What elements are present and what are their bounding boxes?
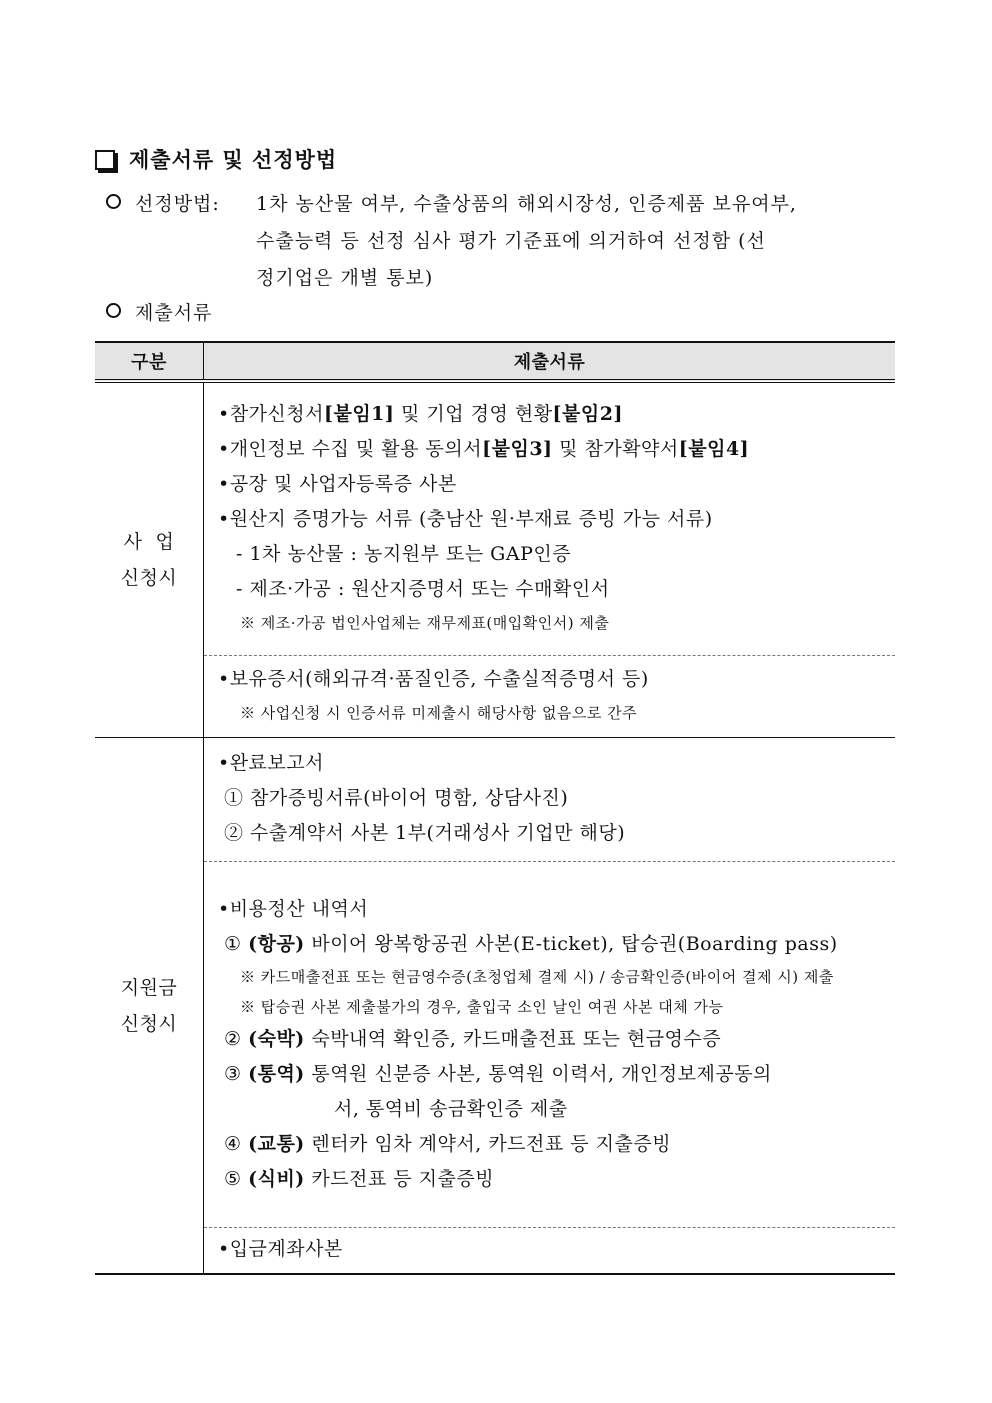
selection-method-label: 선정방법: <box>135 193 220 215</box>
documents-cell <box>204 1228 896 1275</box>
selection-line: 1차 농산물 여부, 수출상품의 해외시장성, 인증제품 보유여부, <box>256 193 797 215</box>
circle-bullet-icon <box>106 194 121 209</box>
documents-cell <box>204 656 896 738</box>
documents-cell <box>204 862 896 1228</box>
doc-note: ※ 카드매출전표 또는 현금영수증(초청업체 결제 시) / 송금확인증(바이어 결제 시) 제출 <box>240 968 834 986</box>
doc-subitem: - 제조·가공 : 원산지증명서 또는 수매확인서 <box>236 578 610 600</box>
selection-line: 수출능력 등 선정 심사 평가 기준표에 의거하여 선정함 (선 <box>256 230 766 252</box>
section-heading <box>95 144 337 174</box>
doc-note: ※ 사업신청 시 인증서류 미제출시 해당사항 없음으로 간주 <box>240 704 638 722</box>
category-label-line: 사 업 <box>123 531 175 553</box>
selection-line: 정기업은 개별 통보) <box>256 267 434 289</box>
documents-table <box>95 341 895 1275</box>
circle-bullet-icon <box>106 303 121 318</box>
documents-cell <box>204 381 896 656</box>
doc-subitem: ⑤ (식비) 카드전표 등 지출증빙 <box>224 1168 495 1190</box>
category-label-line: 지원금 <box>120 976 178 999</box>
selection-method <box>106 186 896 289</box>
doc-item: •보유증서(해외규격·품질인증, 수출실적증명서 등) <box>218 668 649 690</box>
category-label-line: 신청시 <box>120 1012 178 1035</box>
section-heading-text: 제출서류 및 선정방법 <box>129 147 338 172</box>
table-row <box>95 862 895 1228</box>
header-category: 구분 <box>95 342 204 381</box>
doc-subitem: ① 참가증빙서류(바이어 명함, 상담사진) <box>224 787 569 809</box>
table-row <box>95 1228 895 1275</box>
checkbox-square-icon <box>95 150 115 170</box>
doc-item: •참가신청서[붙임1] 및 기업 경영 현황[붙임2] <box>218 403 623 425</box>
docs-subheading <box>106 298 212 325</box>
category-cell-support <box>95 738 204 1275</box>
doc-subitem: ① (항공) 바이어 왕복항공권 사본(E-ticket), 탑승권(Boarding pass) <box>224 933 838 955</box>
doc-subitem: ③ (통역) 통역원 신분증 사본, 통역원 이력서, 개인정보제공동의 <box>224 1063 772 1085</box>
doc-subitem: ② (숙박) 숙박내역 확인증, 카드매출전표 또는 현금영수증 <box>224 1028 722 1050</box>
category-cell-business <box>95 381 204 738</box>
doc-item: •입금계좌사본 <box>218 1238 343 1260</box>
doc-item: •공장 및 사업자등록증 사본 <box>218 473 457 495</box>
documents-cell <box>204 738 896 862</box>
table-row <box>95 738 895 862</box>
doc-item: •완료보고서 <box>218 752 324 774</box>
doc-subitem: ④ (교통) 렌터카 임차 계약서, 카드전표 등 지출증빙 <box>224 1133 672 1155</box>
doc-item: •원산지 증명가능 서류 (충남산 원·부재료 증빙 가능 서류) <box>218 508 713 530</box>
selection-method-text <box>256 186 896 297</box>
table-row <box>95 381 895 656</box>
table-header-row <box>95 342 895 381</box>
table-row <box>95 656 895 738</box>
doc-note: ※ 제조·가공 법인사업체는 재무제표(매입확인서) 제출 <box>240 614 610 632</box>
doc-item: •개인정보 수집 및 활용 동의서[붙임3] 및 참가확약서[붙임4] <box>218 438 750 460</box>
category-label-line: 신청시 <box>120 567 178 589</box>
doc-note: ※ 탑승권 사본 제출불가의 경우, 출입국 소인 날인 여권 사본 대체 가능 <box>240 998 724 1016</box>
doc-item: •비용정산 내역서 <box>218 898 369 920</box>
docs-subheading-text: 제출서류 <box>135 302 213 324</box>
header-documents: 제출서류 <box>204 342 896 381</box>
doc-subitem: - 1차 농산물 : 농지원부 또는 GAP인증 <box>236 543 572 565</box>
doc-subitem-continued: 서, 통역비 송금확인증 제출 <box>334 1098 568 1120</box>
doc-subitem: ② 수출계약서 사본 1부(거래성사 기업만 해당) <box>224 822 626 844</box>
